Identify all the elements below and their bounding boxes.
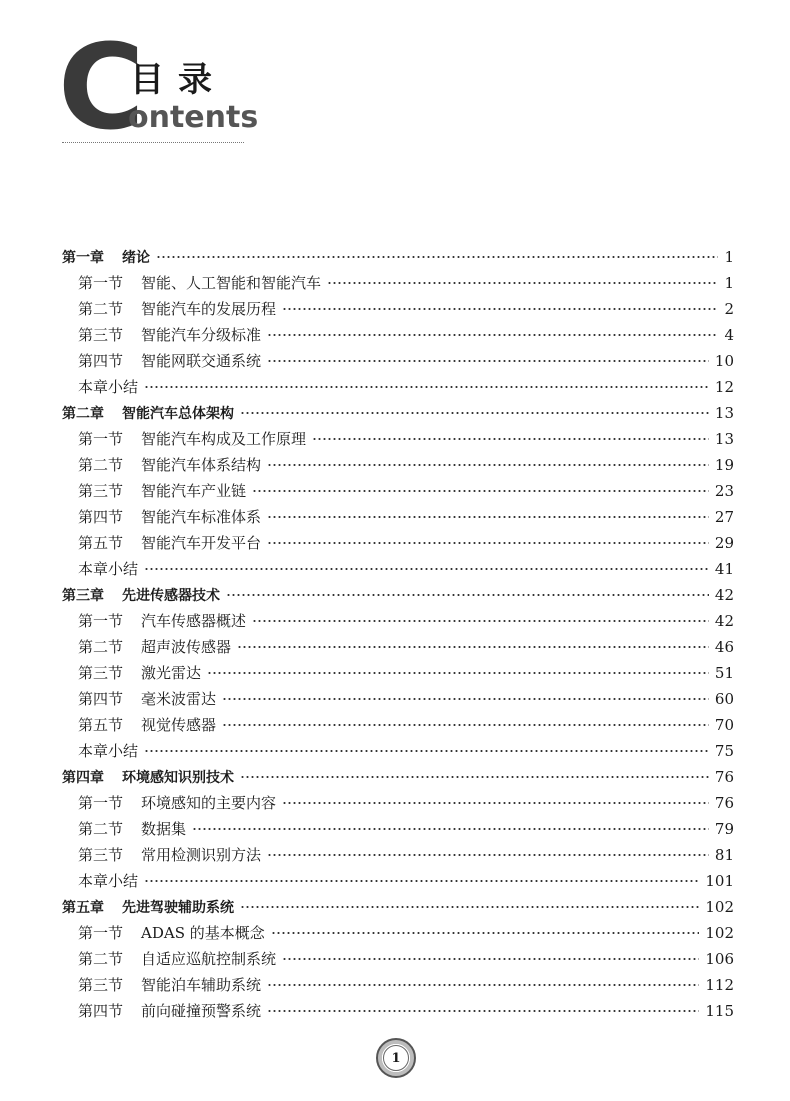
toc-entry-label: 第四节	[78, 508, 124, 526]
toc-chapter-row[interactable]	[62, 894, 734, 920]
toc-entry-text	[62, 895, 234, 921]
toc-chapter-row[interactable]	[62, 764, 734, 790]
toc-entry-title: 数据集	[141, 820, 187, 838]
toc-entry-text	[78, 842, 261, 868]
toc-section-row[interactable]	[62, 686, 734, 712]
dot-leader	[240, 409, 709, 417]
toc-entry-label: 第四节	[78, 1002, 124, 1020]
toc-section-row[interactable]	[62, 426, 734, 452]
toc-entry-label: 第一章	[62, 250, 104, 266]
toc-entry-text	[78, 634, 231, 660]
toc-section-row[interactable]	[62, 296, 734, 322]
dot-leader	[312, 435, 709, 443]
dot-leader	[282, 305, 718, 313]
toc-entry-text	[78, 946, 276, 972]
page-number-badge	[376, 1038, 416, 1078]
toc-entry-title: 智能汽车开发平台	[141, 534, 262, 552]
toc-entry-title: 本章小结	[78, 872, 139, 890]
toc-entry-title: 环境感知的主要内容	[141, 794, 277, 812]
toc-page-number: 2	[724, 300, 734, 318]
toc-entry-text	[62, 765, 234, 791]
toc-entry-title: 智能汽车的发展历程	[141, 300, 277, 318]
toc-section-row[interactable]	[62, 322, 734, 348]
toc-section-row[interactable]	[62, 374, 734, 400]
dot-leader	[144, 383, 709, 391]
toc-entry-label: 第三节	[78, 976, 124, 994]
toc-page-number: 4	[724, 326, 734, 344]
toc-section-row[interactable]	[62, 816, 734, 842]
toc-page-number: 112	[705, 976, 734, 994]
toc-entry-label: 第一节	[78, 274, 124, 292]
toc-section-row[interactable]	[62, 946, 734, 972]
dot-leader	[267, 1007, 699, 1015]
toc-entry-label: 第二节	[78, 638, 124, 656]
toc-entry-text	[78, 998, 261, 1024]
toc-entry-label: 第一节	[78, 430, 124, 448]
toc-page-number: 102	[705, 898, 734, 916]
contents-header	[58, 18, 259, 156]
dot-leader	[207, 669, 709, 677]
toc-section-row[interactable]	[62, 270, 734, 296]
toc-page-number: 76	[714, 768, 734, 786]
dot-leader	[240, 773, 709, 781]
table-of-contents	[62, 244, 734, 1024]
toc-entry-title: 智能泊车辅助系统	[141, 976, 262, 994]
page-title-cn: 目录	[130, 60, 226, 100]
dot-leader	[327, 279, 718, 287]
toc-section-row[interactable]	[62, 608, 734, 634]
toc-entry-text	[78, 504, 261, 530]
toc-entry-title: 激光雷达	[141, 664, 202, 682]
dot-leader	[144, 877, 699, 885]
dot-leader	[237, 643, 709, 651]
toc-page-number: 81	[714, 846, 734, 864]
toc-section-row[interactable]	[62, 712, 734, 738]
toc-entry-label: 第三节	[78, 664, 124, 682]
toc-entry-title: 汽车传感器概述	[141, 612, 247, 630]
toc-section-row[interactable]	[62, 790, 734, 816]
toc-entry-text	[78, 816, 186, 842]
toc-entry-title: ADAS 的基本概念	[141, 924, 265, 942]
toc-entry-label: 第二节	[78, 950, 124, 968]
toc-section-row[interactable]	[62, 452, 734, 478]
dot-leader	[252, 617, 709, 625]
toc-entry-text	[62, 583, 220, 609]
toc-entry-text	[78, 374, 138, 400]
toc-entry-label: 第二节	[78, 820, 124, 838]
toc-entry-text	[78, 348, 261, 374]
dot-leader	[267, 981, 699, 989]
toc-page-number: 70	[714, 716, 734, 734]
toc-entry-text	[78, 478, 246, 504]
toc-entry-text	[78, 972, 261, 998]
toc-page-number: 75	[714, 742, 734, 760]
toc-entry-title: 智能汽车分级标准	[141, 326, 262, 344]
dot-leader	[144, 747, 709, 755]
toc-page-number: 76	[714, 794, 734, 812]
toc-entry-label: 第五章	[62, 900, 104, 916]
page-title-en: ontents	[128, 100, 259, 135]
toc-entry-text	[78, 452, 261, 478]
toc-section-row[interactable]	[62, 842, 734, 868]
toc-entry-title: 智能、人工智能和智能汽车	[141, 274, 322, 292]
toc-entry-text	[78, 608, 246, 634]
toc-entry-text	[78, 556, 138, 582]
toc-entry-label: 第二章	[62, 406, 104, 422]
toc-section-row[interactable]	[62, 478, 734, 504]
toc-entry-label: 第三节	[78, 482, 124, 500]
toc-section-row[interactable]	[62, 634, 734, 660]
toc-entry-text	[62, 245, 150, 271]
toc-entry-label: 第四节	[78, 690, 124, 708]
toc-entry-title: 智能网联交通系统	[141, 352, 262, 370]
toc-page-number: 10	[714, 352, 734, 370]
toc-page-number: 12	[714, 378, 734, 396]
toc-entry-label: 第三节	[78, 846, 124, 864]
toc-entry-text	[78, 738, 138, 764]
toc-entry-title: 环境感知识别技术	[122, 770, 234, 786]
toc-entry-title: 常用检测识别方法	[141, 846, 262, 864]
toc-section-row[interactable]	[62, 530, 734, 556]
toc-entry-title: 本章小结	[78, 742, 139, 760]
toc-entry-title: 智能汽车标准体系	[141, 508, 262, 526]
toc-entry-title: 超声波传感器	[141, 638, 232, 656]
contents-logo-letter: C	[58, 18, 141, 156]
toc-entry-text	[78, 296, 276, 322]
toc-section-row[interactable]	[62, 868, 734, 894]
toc-entry-label: 第二节	[78, 300, 124, 318]
toc-page-number: 42	[714, 612, 734, 630]
toc-page-number: 19	[714, 456, 734, 474]
toc-entry-text	[78, 530, 261, 556]
dot-leader	[282, 955, 699, 963]
toc-entry-label: 第一节	[78, 612, 124, 630]
dot-leader	[192, 825, 709, 833]
dot-leader	[271, 929, 700, 937]
toc-page-number: 1	[724, 248, 734, 266]
toc-entry-title: 本章小结	[78, 560, 139, 578]
toc-chapter-row[interactable]	[62, 244, 734, 270]
toc-section-row[interactable]	[62, 920, 734, 946]
toc-chapter-row[interactable]	[62, 400, 734, 426]
toc-entry-title: 视觉传感器	[141, 716, 217, 734]
toc-chapter-row[interactable]	[62, 582, 734, 608]
toc-entry-text	[78, 270, 321, 296]
toc-section-row[interactable]	[62, 660, 734, 686]
dot-leader	[267, 461, 709, 469]
toc-entry-title: 本章小结	[78, 378, 139, 396]
toc-page-number: 42	[714, 586, 734, 604]
toc-page-number: 115	[705, 1002, 734, 1020]
toc-page-number: 51	[714, 664, 734, 682]
toc-entry-title: 先进驾驶辅助系统	[122, 900, 234, 916]
toc-entry-text	[78, 426, 306, 452]
toc-entry-label: 第四节	[78, 352, 124, 370]
toc-entry-label: 第二节	[78, 456, 124, 474]
toc-entry-text	[78, 660, 201, 686]
dot-leader	[282, 799, 709, 807]
toc-section-row[interactable]	[62, 556, 734, 582]
toc-section-row[interactable]	[62, 504, 734, 530]
toc-page-number: 29	[714, 534, 734, 552]
toc-entry-text	[62, 401, 234, 427]
toc-section-row[interactable]	[62, 738, 734, 764]
toc-page-number: 46	[714, 638, 734, 656]
dot-leader	[144, 565, 709, 573]
toc-entry-title: 毫米波雷达	[141, 690, 217, 708]
toc-entry-label: 第一节	[78, 794, 124, 812]
toc-section-row[interactable]	[62, 998, 734, 1024]
dot-leader	[222, 721, 709, 729]
toc-entry-label: 第三章	[62, 588, 104, 604]
toc-entry-label: 第五节	[78, 534, 124, 552]
toc-entry-text	[78, 790, 276, 816]
dot-leader	[267, 357, 709, 365]
toc-entry-title: 自适应巡航控制系统	[141, 950, 277, 968]
toc-page-number: 106	[705, 950, 734, 968]
toc-page-number: 79	[714, 820, 734, 838]
toc-entry-text	[78, 712, 216, 738]
toc-entry-title: 先进传感器技术	[122, 588, 220, 604]
toc-entry-text	[78, 920, 265, 946]
dot-leader	[240, 903, 699, 911]
toc-section-row[interactable]	[62, 972, 734, 998]
toc-entry-label: 第五节	[78, 716, 124, 734]
toc-entry-label: 第四章	[62, 770, 104, 786]
dot-leader	[226, 591, 709, 599]
toc-entry-title: 绪论	[122, 250, 150, 266]
dot-leader	[252, 487, 709, 495]
dot-leader	[267, 851, 709, 859]
toc-page-number: 27	[714, 508, 734, 526]
toc-entry-title: 智能汽车体系结构	[141, 456, 262, 474]
toc-entry-title: 智能汽车产业链	[141, 482, 247, 500]
header-divider	[62, 142, 244, 143]
toc-page-number: 1	[724, 274, 734, 292]
toc-entry-label: 第三节	[78, 326, 124, 344]
toc-page-number: 60	[714, 690, 734, 708]
toc-page-number: 13	[714, 404, 734, 422]
toc-entry-text	[78, 322, 261, 348]
dot-leader	[222, 695, 709, 703]
toc-page-number: 101	[705, 872, 734, 890]
toc-entry-text	[78, 868, 138, 894]
dot-leader	[267, 539, 709, 547]
toc-page-number: 41	[714, 560, 734, 578]
toc-entry-title: 智能汽车构成及工作原理	[141, 430, 307, 448]
toc-entry-label: 第一节	[78, 924, 124, 942]
dot-leader	[267, 331, 718, 339]
toc-page-number: 102	[705, 924, 734, 942]
dot-leader	[156, 253, 718, 261]
toc-page-number: 13	[714, 430, 734, 448]
toc-section-row[interactable]	[62, 348, 734, 374]
toc-entry-title: 智能汽车总体架构	[122, 406, 234, 422]
page-number: 1	[383, 1045, 409, 1071]
dot-leader	[267, 513, 709, 521]
toc-entry-title: 前向碰撞预警系统	[141, 1002, 262, 1020]
toc-page-number: 23	[714, 482, 734, 500]
toc-entry-text	[78, 686, 216, 712]
